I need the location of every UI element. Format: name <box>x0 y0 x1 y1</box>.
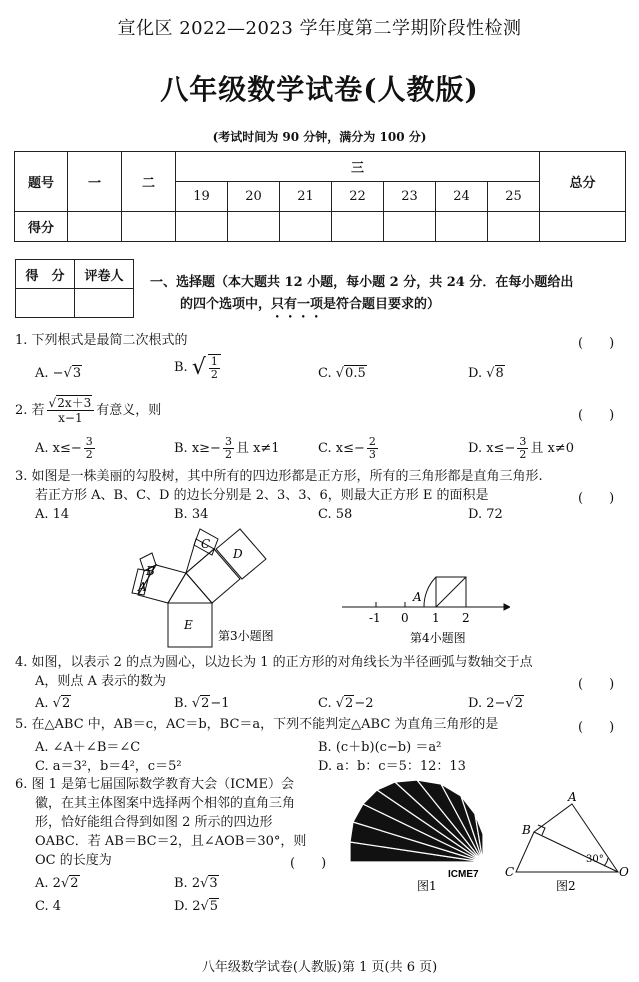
q6-line-4: OABC．若 AB＝BC＝2，且∠AOB＝30°，则 <box>35 834 307 849</box>
q4-line-2: A，则点 A 表示的数为 <box>35 674 167 689</box>
section-1-title: 一、选择题（本大题共 12 小题，每小题 2 分，共 24 分．在每小题给出 的四个选项中，只有一项是符合题目要求的） <box>150 275 574 312</box>
grader-table <box>15 259 134 318</box>
label-d: D <box>233 547 243 561</box>
q6-line-1: 6. 图 1 是第七届国际数学教育大会（ICME）会 <box>15 777 294 792</box>
label-a: A <box>138 580 147 594</box>
q6-option-b[interactable]: B. 2√3 <box>174 876 218 891</box>
q2-option-c[interactable]: C. x≤− $\frac{2}{3}$ <box>318 435 376 461</box>
q5-option-a[interactable]: A. ∠A＋∠B＝∠C <box>35 740 141 755</box>
sub-col: 19 <box>176 182 228 212</box>
tick-label: -1 <box>369 611 381 625</box>
col-3: 三 <box>176 152 540 182</box>
q2-option-a[interactable]: A. x≤− $\frac{3}{2}$ <box>35 435 93 461</box>
answer-paren[interactable]: ( ) <box>290 856 327 871</box>
q1-stem: 1. 下列根式是最简二次根式的 <box>15 333 188 348</box>
fig4-caption: 第4小题图 <box>410 631 466 645</box>
q5-option-c[interactable]: C. a＝3²，b＝4²，c＝5² <box>35 759 182 774</box>
answer-paren[interactable]: ( ) <box>578 720 615 735</box>
q3-option-c[interactable]: C. 58 <box>318 507 353 522</box>
q5-stem: 5. 在△ABC 中，AB＝c，AC＝b，BC＝a，下列不能判定△ABC 为直角三角形的是 <box>15 717 499 732</box>
pythagoras-tree-figure <box>128 525 328 650</box>
q3-option-a[interactable]: A. 14 <box>35 507 70 522</box>
q1-option-b[interactable]: B. √ $\frac{1}{2}$ <box>174 354 223 381</box>
total-label: 总分 <box>540 152 626 212</box>
tick-label: 2 <box>462 611 470 625</box>
label-c: C <box>505 865 515 879</box>
q6-option-c[interactable]: C. 4 <box>35 899 62 914</box>
paper-title: 八年级数学试卷(人教版) <box>160 73 479 106</box>
fig6-caption-2: 图2 <box>556 879 576 892</box>
score-cell[interactable] <box>436 212 488 242</box>
segment-ob <box>534 832 618 872</box>
col-1: 一 <box>68 152 122 212</box>
sub-col: 21 <box>280 182 332 212</box>
sub-col: 24 <box>436 182 488 212</box>
icme-logo-figure <box>345 780 495 892</box>
q2-stem: 2. 若 $\frac{√2x+3}{x-1}$ 有意义，则 <box>15 396 162 425</box>
angle-arc <box>604 858 608 866</box>
label-b: B <box>146 564 155 578</box>
logo-text: ICME7 <box>448 869 479 880</box>
q3-line-2: 若正方形 A、B、C、D 的边长分别是 2、3、3、6，则最大正方形 E 的面积是 <box>35 488 489 503</box>
emphasis-text: 只有一项 <box>271 297 324 312</box>
score-cell[interactable] <box>540 212 626 242</box>
q4-line-1: 4. 如图，以表示 2 的点为圆心，以边长为 1 的正方形的对角线长为半径画弧与数轴交于点 <box>15 655 533 670</box>
q1-option-d[interactable]: D. √8 <box>468 366 504 381</box>
q6-option-d[interactable]: D. 2√5 <box>174 899 219 914</box>
q3-option-b[interactable]: B. 34 <box>174 507 209 522</box>
number-line-figure <box>340 565 510 647</box>
q6-line-2: 徽，在其主体图案中选择两个相邻的直角三角 <box>35 796 296 811</box>
label-a: A <box>568 792 577 804</box>
right-angle-mark-b <box>538 825 545 835</box>
sub-col: 23 <box>384 182 436 212</box>
q6-line-5: OC 的长度为 <box>35 853 112 868</box>
score-cell[interactable] <box>280 212 332 242</box>
tick-label: 0 <box>401 611 409 625</box>
fig3-caption: 第3小题图 <box>218 629 274 643</box>
q6-line-3: 形，恰好能组合得到如图 2 所示的四边形 <box>35 815 273 830</box>
label-e: E <box>184 618 193 632</box>
score-table <box>14 151 626 242</box>
q1-option-c[interactable]: C. √0.5 <box>318 366 366 381</box>
score-cell[interactable] <box>384 212 436 242</box>
angle-label: 30° <box>586 854 604 865</box>
label-o: O <box>619 865 629 879</box>
grader-score-label: 得 分 <box>16 260 75 289</box>
q3-option-d[interactable]: D. 72 <box>468 507 503 522</box>
axis-arrow <box>504 604 510 610</box>
q5-option-b[interactable]: B. (c＋b)(c−b) ＝a² <box>318 740 442 755</box>
q-label: 题号 <box>15 152 68 212</box>
arc <box>424 577 436 607</box>
grader-label: 评卷人 <box>75 260 134 289</box>
score-cell[interactable] <box>332 212 384 242</box>
q3-line-1: 3. 如图是一株美丽的勾股树，其中所有的四边形都是正方形，所有的三角形都是直角三角形. <box>15 469 543 484</box>
score-cell[interactable] <box>176 212 228 242</box>
exam-info: (考试时间为 90 分钟，满分为 100 分) <box>212 130 427 144</box>
label-b: B <box>522 823 531 837</box>
score-cell[interactable] <box>68 212 122 242</box>
q2-option-d[interactable]: D. x≤− $\frac{3}{2}$ 且 x≠0 <box>468 435 574 461</box>
sub-col: 25 <box>488 182 540 212</box>
answer-paren[interactable]: ( ) <box>578 408 615 423</box>
q4-option-c[interactable]: C. √2−2 <box>318 696 374 711</box>
score-cell[interactable] <box>488 212 540 242</box>
diagonal <box>436 577 466 607</box>
q6-option-a[interactable]: A. 2√2 <box>35 876 79 891</box>
sub-col: 22 <box>332 182 384 212</box>
tick-label: 1 <box>432 611 440 625</box>
score-cell[interactable] <box>122 212 176 242</box>
q4-option-a[interactable]: A. √2 <box>35 696 71 711</box>
q4-option-d[interactable]: D. 2−√2 <box>468 696 523 711</box>
q2-option-b[interactable]: B. x≥− $\frac{3}{2}$ 且 x≠1 <box>174 435 280 461</box>
exam-header: 宣化区 2022—2023 学年度第二学期阶段性检测 <box>117 18 522 39</box>
grader-score-cell[interactable] <box>16 289 75 318</box>
answer-paren[interactable]: ( ) <box>578 677 615 692</box>
fig6-caption-1: 图1 <box>417 879 437 892</box>
score-label: 得分 <box>15 212 68 242</box>
quadrilateral-figure <box>500 792 630 892</box>
answer-paren[interactable]: ( ) <box>578 491 615 506</box>
grader-name-cell[interactable] <box>75 289 134 318</box>
answer-paren[interactable]: ( ) <box>578 336 615 351</box>
page-footer: 八年级数学试卷(人教版)第 1 页(共 6 页) <box>201 960 438 975</box>
col-2: 二 <box>122 152 176 212</box>
square-cd-base <box>186 549 240 603</box>
label-c: C <box>201 537 211 551</box>
sub-col: 20 <box>228 182 280 212</box>
point-a-label: A <box>413 590 422 604</box>
q4-option-b[interactable]: B. √2−1 <box>174 696 230 711</box>
q5-option-d[interactable]: D. a：b：c＝5：12：13 <box>318 759 466 774</box>
q1-option-a[interactable]: A. −√3 <box>35 366 82 381</box>
score-cell[interactable] <box>228 212 280 242</box>
